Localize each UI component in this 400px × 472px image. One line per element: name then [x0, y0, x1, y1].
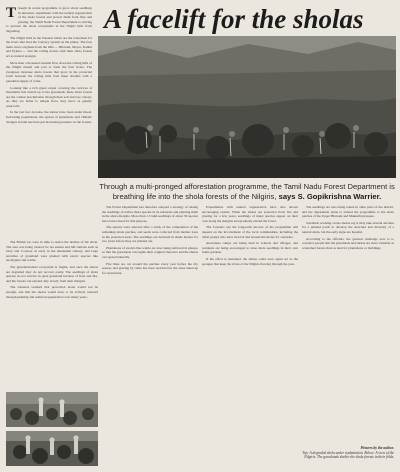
photo-credit-label: Pictures by the author.	[360, 446, 394, 450]
body-paragraph: Fire lines are cut around the patches every year before the dry season, and grazing by cattle has been restricted in the areas taken up for restoration.	[102, 261, 198, 275]
small-photos	[6, 392, 98, 466]
body-paragraph: The seedlings are also being raised in other parts of the district, and the department plans to extend the programme to the shola patches of the Upper Bhavani and Mukurthi plateaus.	[302, 205, 394, 219]
photo-caption	[98, 182, 396, 201]
lead-paragraph	[6, 6, 92, 34]
main-photo	[98, 36, 396, 178]
caption-text: Through a multi-pronged afforestation programme, the Tamil Nadu Forest Department is breathing life into the shola forests of the Nilgiris,	[99, 182, 395, 201]
lead-paragraph: The Nilgiri hills in the Western Ghats are the watershed for the rivers that feed the Cauvery system on the plains. The four main rivers originate from the hills — Bhavani, Moyar, Kabini and Pykara — and the rolling downs with their shola forests act as natural sponges.	[6, 35, 92, 58]
lead-paragraph-text: hough its recent programme to grow shola seedlings in nurseries, experiment with the natural regeneration of the shola forests and protect them from fires and grazing, the Tamil Nadu Forest Department is striving to prevent the shola ecosystems in the Nilgiri hills from degrading.	[6, 6, 92, 33]
body-column-1	[6, 240, 98, 388]
body-paragraph: The species were selected after a study of the composition of the remaining shola patches, and seeds were collected from mother trees in the protected areas. The seedlings are nurtured in shade houses for two years before they are planted out.	[102, 225, 198, 244]
dropcap: T	[6, 6, 17, 21]
article-headline: A facelift for the sholas	[104, 4, 364, 34]
photo-credit	[302, 446, 394, 460]
body-column-3	[202, 205, 298, 467]
body-paragraph: If the effort is sustained, the sholas could once again act as the sponges that keep the rivers of the Nilgiris flowing through the year.	[202, 256, 298, 266]
lead-paragraph: Looking like a rich green carpet covering the crevices of mountains that stretch up to the grasslands, these shola forests are the coldest precipitation through their soil and tree canopy. As they are home to unique flora, they serve as genetic reservoirs.	[6, 85, 92, 108]
byline: says S. Gopikrishna Warrier.	[278, 191, 382, 201]
lead-paragraph: In the last few decades, the sholas have been under threat. Increasing populations, the spread of plantations and climatic changes in land use have put increasing pressure on the forests.	[6, 110, 92, 124]
body-paragraph: Plantations of exotics like wattle are also being removed in phases, so that the grasslands can regain their original character and the sholas can spread naturally.	[102, 245, 198, 259]
body-paragraph: The grassland-shola ecosystem is fragile, and once the sholas are degraded they do not recover easily. The seedlings of shola species do not survive in open grassland because of frost and fire, and the forests can expand only slowly from their margins.	[6, 264, 98, 283]
body-paragraph: The foresters realised that protection alone would not be enough, and that the sholas would have to be actively restored through planting and assisted regeneration over many years.	[6, 285, 98, 299]
body-paragraph: The British too were in time to notice the decline of the shola. The area was being cleared for tea estates and hill stations such as Ooty and Coonoor as early as the nineteenth century, and large stretches of grassland were planted with exotic species like eucalyptus and wattle.	[6, 240, 98, 263]
lead-column	[6, 6, 92, 238]
body-column-2	[102, 205, 198, 467]
body-paragraph: According to the officials, the greatest challenge now is to convince people that the grasslands and sholas are more valuable as watershed forests than as land for plantations or buildings.	[302, 236, 394, 250]
body-paragraph: The Forest Department has therefore adopted a strategy of raising the seedlings of native shola species in its nurseries and planting them in the shola margins. More than 1.5 lakh seedlings of about 30 species have been raised for this purpose.	[102, 205, 198, 223]
nursery-photo	[6, 392, 98, 427]
body-column-4	[302, 205, 394, 443]
body-paragraph: Scientists working on the sholas say it may take several decades for a planted patch to develop the structure and diversity of a natural shola, but the early signs are hopeful.	[302, 220, 394, 234]
seedlings-photo	[6, 431, 98, 466]
body-paragraph: Awareness camps are being held in schools and villages, and residents are being encouraged to raise shola seedlings in their own home gardens.	[202, 241, 298, 255]
lead-paragraph: More than a thousand streams flow down the rolling hills of the Nilgiri massif and join to form the four rivers. The evergreen montane shola forests that grow in the protected folds between the rolling hills feed these streams with a perennial supply of water.	[6, 60, 92, 83]
body-paragraph: The foresters say the long-term success of the programme will depend on the involvement of the local communities, including the tribal groups who have lived in and around the sholas for centuries.	[202, 225, 298, 239]
photo-credit-text: Top: A degraded shola under replantation. Below: A view of the Nilgiris. The grasslands shelter the shola forests in their folds.	[302, 450, 394, 460]
body-paragraph: Experiments with natural regeneration have also shown encouraging results. When the sholas are protected from fire and grazing for a few years, seedlings of many species appear on their own along the margins and gradually extend the forest.	[202, 205, 298, 223]
